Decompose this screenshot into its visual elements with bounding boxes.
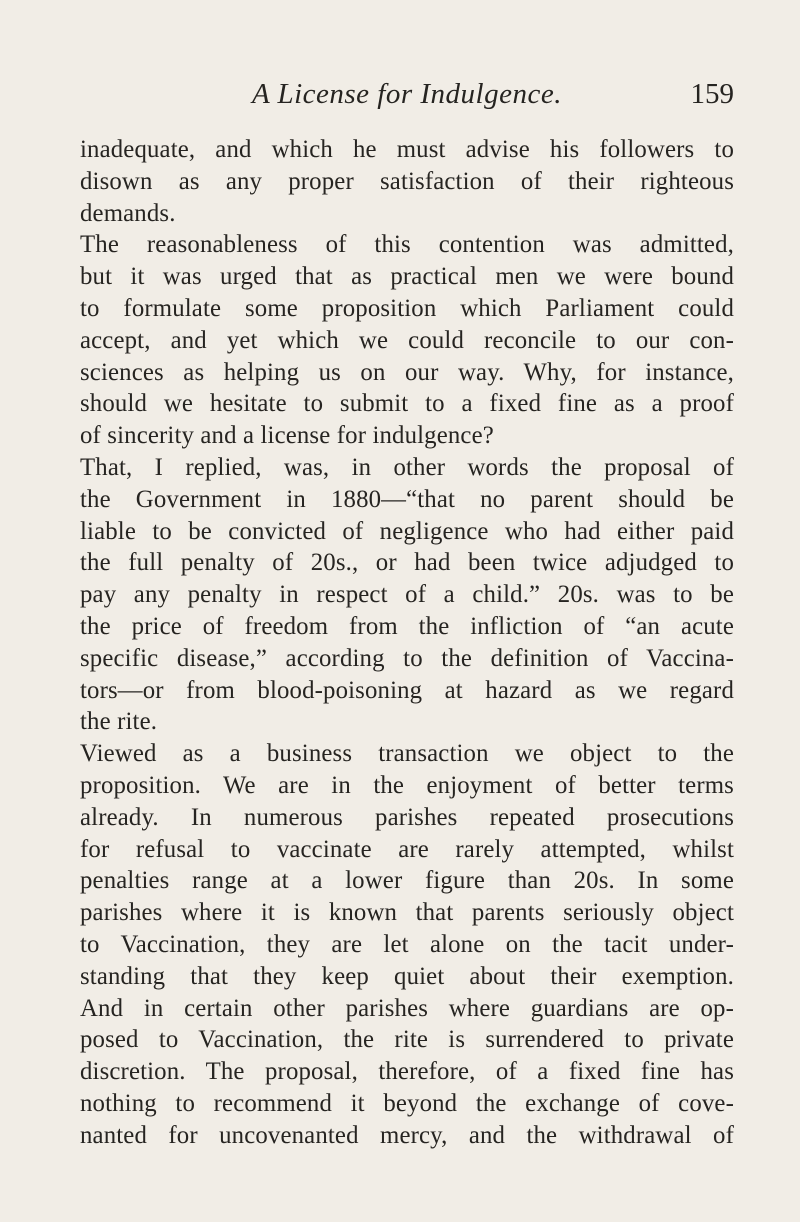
text-line: Viewed as a business transaction we object to the (80, 740, 734, 768)
text-line: should we hesitate to submit to a fixed fine as a proof (80, 390, 734, 418)
page-number: 159 (690, 78, 734, 110)
text-line: to Vaccination, they are let alone on the tacit under- (80, 930, 734, 958)
paragraph-2 (80, 229, 734, 452)
body-text (80, 134, 734, 1152)
paragraph-4 (80, 738, 734, 1151)
text-line: for refusal to vaccinate are rarely attempted, whilst (80, 835, 734, 863)
text-line: accept, and yet which we could reconcile to our con- (80, 326, 734, 354)
text-line: That, I replied, was, in other words the proposal of (80, 453, 734, 481)
text-line: the price of freedom from the infliction of “an acute (80, 612, 734, 640)
text-line: the Government in 1880—“that no parent should be (80, 485, 734, 513)
text-line: penalties range at a lower figure than 20s. In some (80, 867, 734, 895)
text-line: the full penalty of 20s., or had been twice adjudged to (80, 549, 734, 577)
text-line: sciences as helping us on our way. Why, for instance, (80, 358, 734, 386)
text-line: already. In numerous parishes repeated prosecutions (80, 803, 734, 831)
text-line: the rite. (80, 708, 158, 736)
text-line: demands. (80, 199, 176, 227)
text-line: And in certain other parishes where guardians are op- (80, 994, 734, 1022)
text-line: tors—or from blood-poisoning at hazard as we regard (80, 676, 734, 704)
text-line: discretion. The proposal, therefore, of a fixed fine has (80, 1058, 734, 1086)
text-line: proposition. We are in the enjoyment of better terms (80, 771, 734, 799)
text-line: liable to be convicted of negligence who had either paid (80, 517, 734, 545)
text-line: but it was urged that as practical men we were bound (80, 263, 734, 291)
running-head (80, 78, 734, 118)
text-line: specific disease,” according to the definition of Vaccina- (80, 644, 734, 672)
text-line: to formulate some proposition which Parliament could (80, 294, 734, 322)
paragraph-3 (80, 452, 734, 738)
text-line: of sincerity and a license for indulgence? (80, 422, 494, 450)
text-line: pay any penalty in respect of a child.” 20s. was to be (80, 581, 734, 609)
text-line: standing that they keep quiet about their exemption. (80, 962, 734, 990)
text-line: The reasonableness of this contention was admitted, (80, 231, 734, 259)
text-line: parishes where it is known that parents seriously object (80, 899, 734, 927)
text-line: posed to Vaccination, the rite is surrendered to private (80, 1026, 734, 1054)
text-line: nanted for uncovenanted mercy, and the withdrawal of (80, 1121, 734, 1149)
text-line: disown as any proper satisfaction of their righteous (80, 167, 734, 195)
running-title: A License for Indulgence. (252, 78, 562, 110)
text-line: nothing to recommend it beyond the exchange of cove- (80, 1089, 734, 1117)
text-line: inadequate, and which he must advise his followers to (80, 136, 734, 163)
paragraph-1 (80, 134, 734, 229)
